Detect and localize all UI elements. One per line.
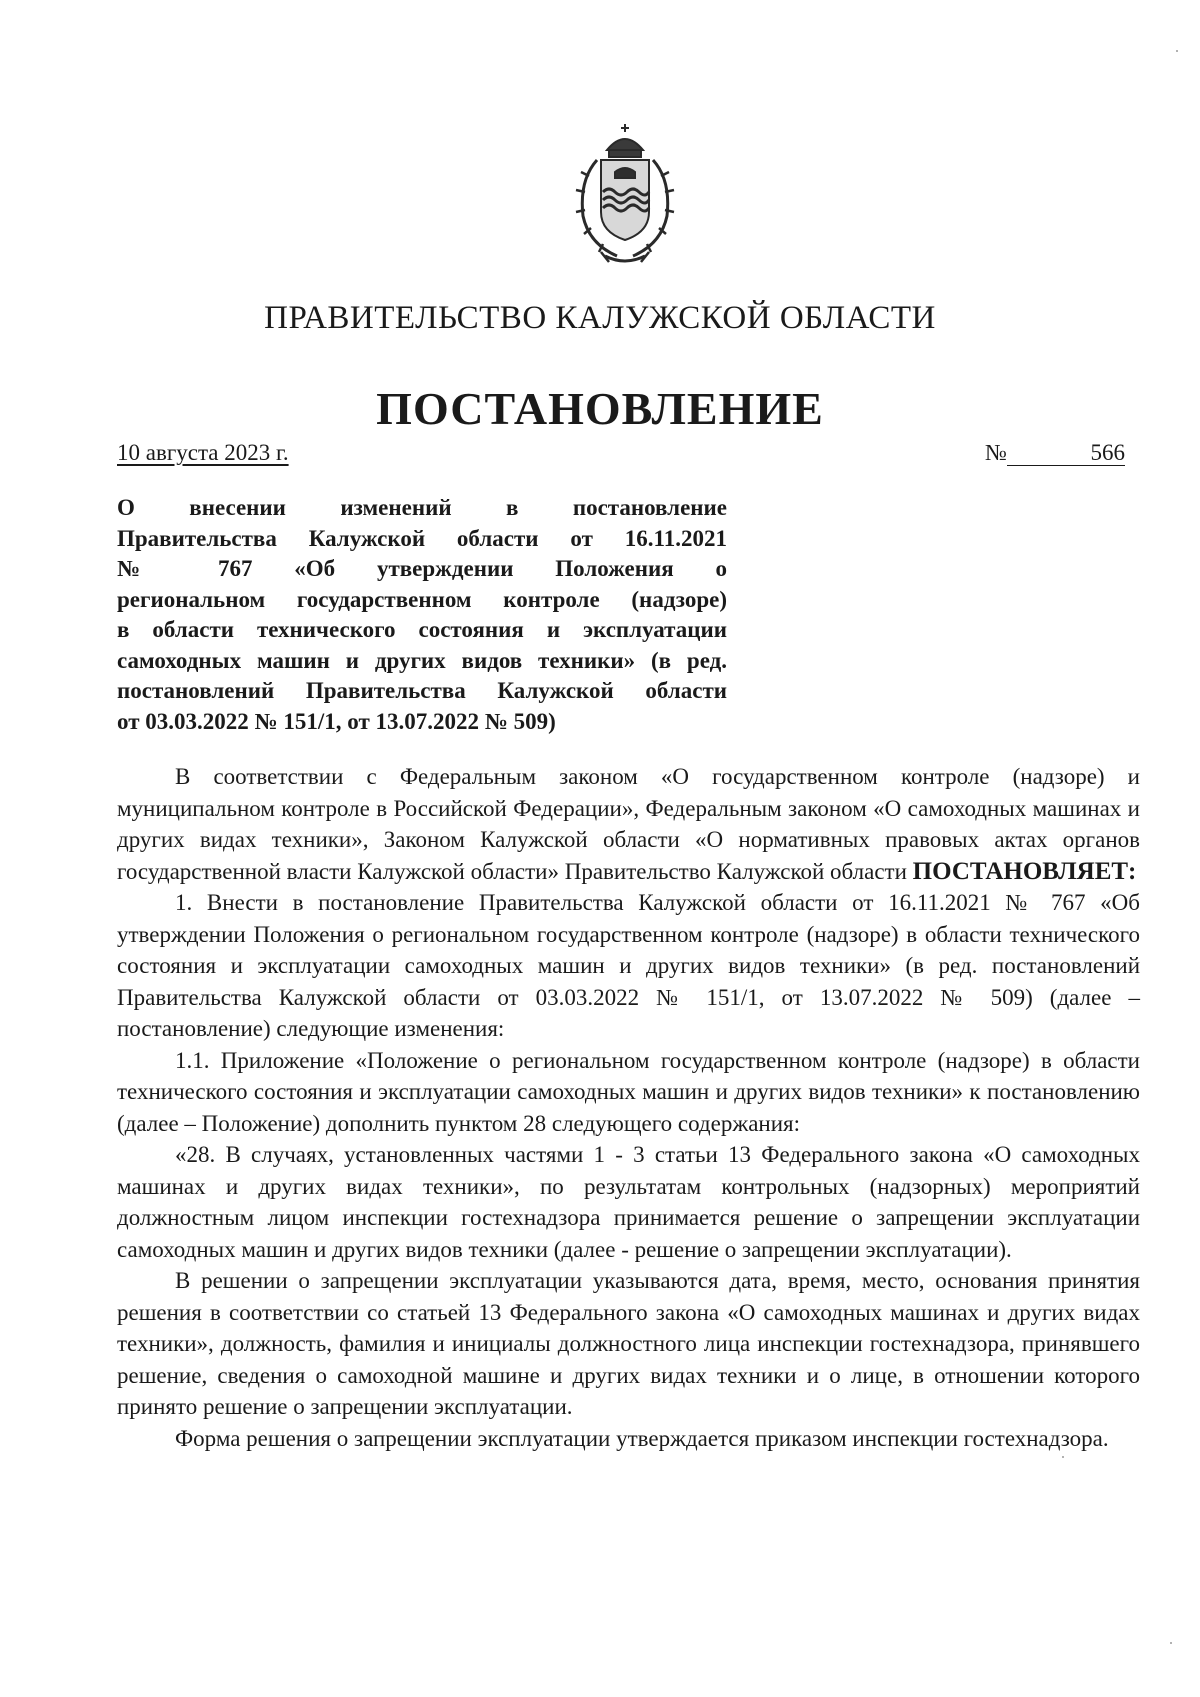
resolves-keyword: ПОСТАНОВЛЯЕТ: [912, 857, 1137, 885]
paragraph-1-1: 1.1. Приложение «Положение о региональном государственном контроле (надзоре) в области технического состояния и эксплуатации самоходных машин и других видов техники» к постановлению (далее – Положение) дополнить пунктом 28 следующего содержания: [117, 1047, 1140, 1136]
preamble-paragraph [117, 761, 1140, 887]
title-line: от 03.03.2022 № 151/1, от 13.07.2022 № 509) [117, 708, 556, 734]
title-line: в области технического состояния и эксплуатации [117, 617, 727, 642]
scan-speck [1170, 1642, 1172, 1644]
document-body [117, 761, 1140, 1454]
number-value: 566 [1007, 441, 1125, 466]
title-line: Правительства Калужской области от 16.11.2021 [117, 525, 727, 551]
organization-name: ПРАВИТЕЛЬСТВО КАЛУЖСКОЙ ОБЛАСТИ [264, 300, 936, 336]
scan-speck [1176, 50, 1178, 52]
title-line: О внесении изменений в постановление [117, 495, 727, 520]
document-date: 10 августа 2023 г. [117, 440, 289, 465]
title-line: региональном государственном контроле (надзоре) [117, 586, 727, 612]
paragraph-28: «28. В случаях, установленных частями 1 - 3 статьи 13 Федерального закона «О самоходных машинах и других видах техники», по результатам контрольных (надзорных) мероприятий должностным лицом инспекции гостехнадзора принимается решение о запрещении эксплуатации самоходных машин и других видов техники (далее - решение о запрещении эксплуатации). [117, 1142, 1140, 1262]
preamble-text: В соответствии с Федеральным законом «О государственном контроле (надзоре) и муниципальном контроле в Российской Федерации», Федеральным законом «О самоходных машинах и других видах техники», Законом Калужской области «О нормативных правовых актах органов государственной власти Калужской области» Правительство Калужской области [117, 764, 1140, 884]
paragraph-decision: В решении о запрещении эксплуатации указываются дата, время, место, основания принятия решения в соответствии со статьей 13 Федерального закона «О самоходных машинах и других видах техники», должность, фамилия и инициалы должностного лица инспекции гостехнадзора, принявшего решение, сведения о самоходной машине и других видах техники и о лице, в отношении которого принято решение о запрещении эксплуатации. [117, 1268, 1140, 1419]
title-line: постановлений Правительства Калужской области [117, 678, 727, 703]
document-number [985, 440, 1125, 466]
number-label: № [985, 440, 1007, 465]
coat-of-arms-icon [565, 120, 685, 270]
document-title [117, 493, 727, 737]
scan-speck [1062, 1456, 1064, 1458]
title-line: № 767 «Об утверждении Положения о [117, 556, 727, 581]
document-type: ПОСТАНОВЛЕНИЕ [376, 383, 824, 434]
paragraph-form: Форма решения о запрещении эксплуатации утверждается приказом инспекции гостехнадзора. [175, 1425, 1109, 1451]
paragraph-1: 1. Внести в постановление Правительства Калужской области от 16.11.2021 № 767 «Об утверждении Положения о региональном государственном контроле (надзоре) в области технического состояния и эксплуатации самоходных машин и других видов техники» (в ред. постановлений Правительства Калужской области от 03.03.2022 № 151/1, от 13.07.2022 № 509) (далее – постановление) следующие изменения: [117, 890, 1140, 1041]
title-line: самоходных машин и других видов техники» (в ред. [117, 647, 727, 673]
